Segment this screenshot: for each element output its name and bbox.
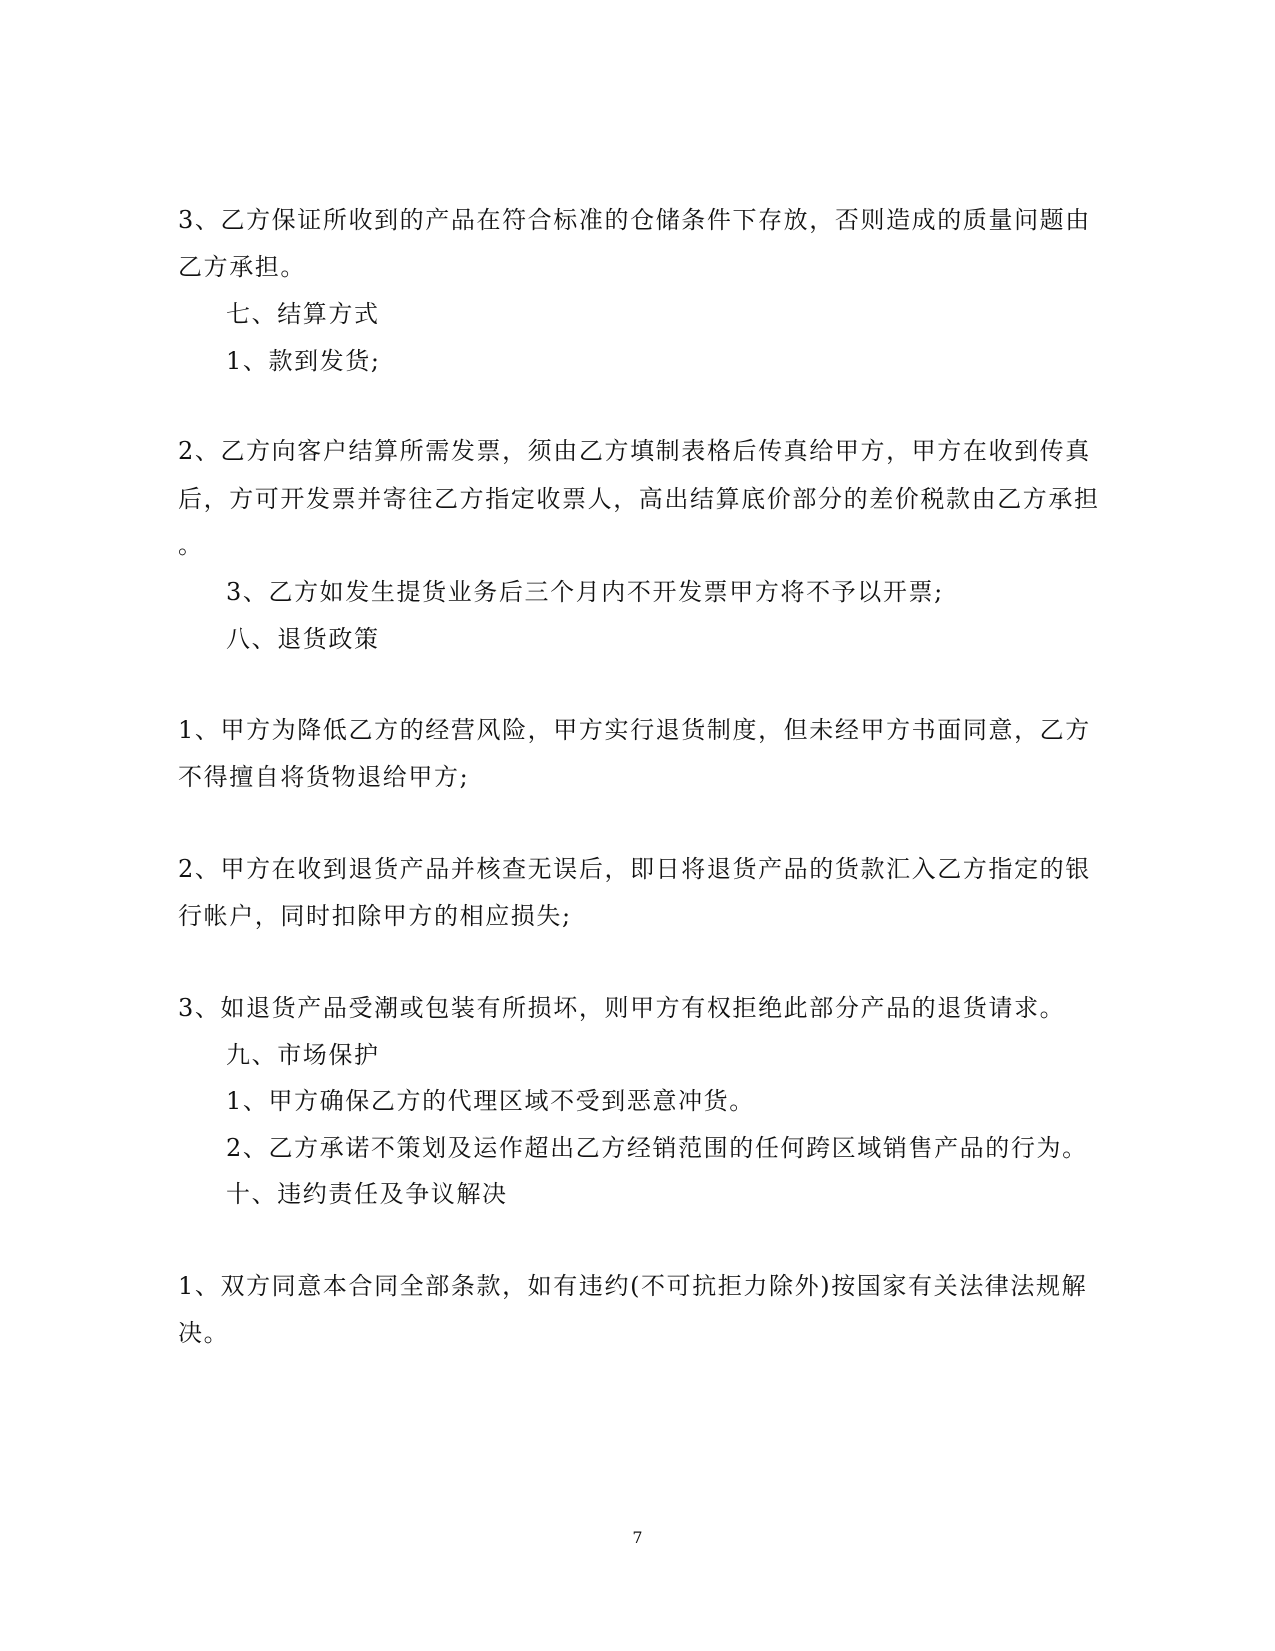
clause-7-2-line-1: 2、乙方向客户结算所需发票，须由乙方填制表格后传真给甲方，甲方在收到传真 (178, 437, 1091, 465)
clause-7-3: 3、乙方如发生提货业务后三个月内不开发票甲方将不予以开票; (226, 578, 944, 606)
page-number: 7 (632, 1528, 643, 1547)
clause-8-1-line-2: 不得擅自将货物退给甲方; (178, 763, 470, 791)
clause-7-2-line-2: 后，方可开发票并寄往乙方指定收票人，高出结算底价部分的差价税款由乙方承担 (178, 485, 1100, 513)
section-7-heading: 七、结算方式 (226, 300, 380, 328)
clause-7-2-line-3: 。 (178, 531, 204, 559)
clause-9-1: 1、甲方确保乙方的代理区域不受到恶意冲货。 (226, 1087, 755, 1115)
clause-8-2-line-1: 2、甲方在收到退货产品并核查无误后，即日将退货产品的货款汇入乙方指定的银 (178, 855, 1091, 883)
clause-10-1-line-2: 决。 (178, 1319, 230, 1347)
clause-8-2-line-2: 行帐户，同时扣除甲方的相应损失; (178, 902, 572, 930)
section-9-heading: 九、市场保护 (226, 1041, 380, 1069)
clause-7-1: 1、款到发货; (226, 347, 381, 375)
clause-6-3-line-2: 乙方承担。 (178, 253, 306, 281)
clause-10-1-line-1: 1、双方同意本合同全部条款，如有违约(不可抗拒力除外)按国家有关法律法规解 (178, 1272, 1088, 1300)
section-10-heading: 十、违约责任及争议解决 (226, 1180, 508, 1208)
clause-9-2: 2、乙方承诺不策划及运作超出乙方经销范围的任何跨区域销售产品的行为。 (226, 1134, 1088, 1162)
clause-8-1-line-1: 1、甲方为降低乙方的经营风险，甲方实行退货制度，但未经甲方书面同意，乙方 (178, 716, 1091, 744)
clause-8-3: 3、如退货产品受潮或包装有所损坏，则甲方有权拒绝此部分产品的退货请求。 (178, 994, 1066, 1022)
section-8-heading: 八、退货政策 (226, 625, 380, 653)
clause-6-3-line-1: 3、乙方保证所收到的产品在符合标准的仓储条件下存放，否则造成的质量问题由 (178, 206, 1091, 234)
